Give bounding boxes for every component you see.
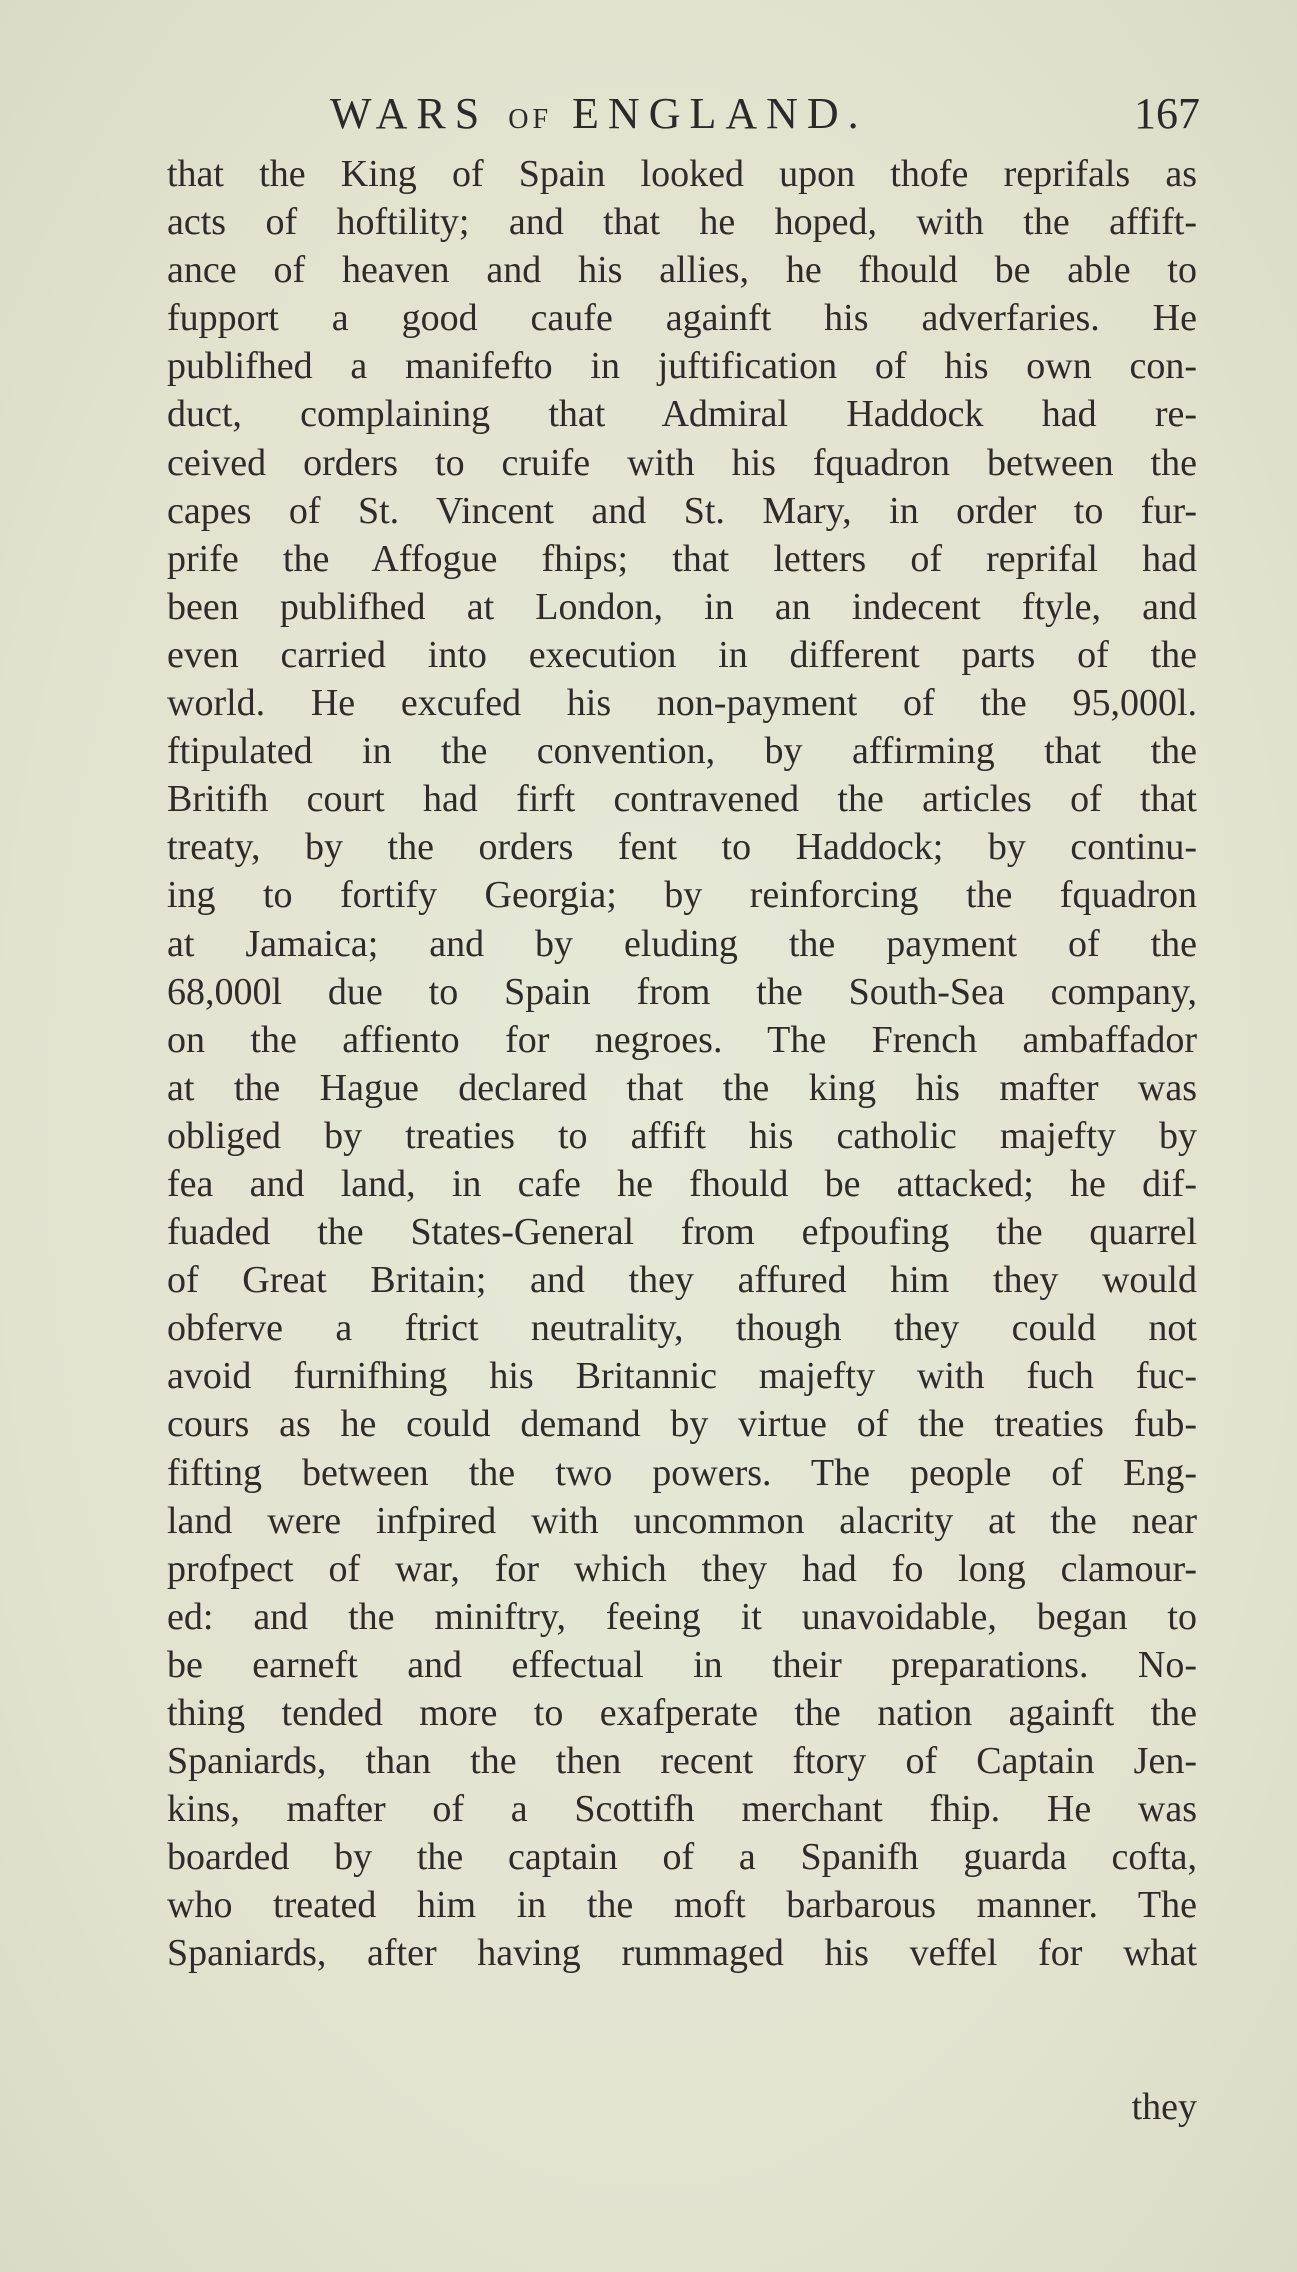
text-line: Spaniards, after having rummaged his veffel for what	[167, 1932, 1197, 1975]
text-line: cours as he could demand by virtue of the treaties fub-	[167, 1403, 1197, 1446]
page-number: 167	[1134, 89, 1200, 138]
text-line: avoid furnifhing his Britannic majefty with fuch fuc-	[167, 1355, 1197, 1398]
text-line: 68,000l due to Spain from the South-Sea company,	[167, 970, 1197, 1013]
running-head-of: OF	[508, 104, 553, 135]
text-line: fuaded the States-General from efpoufing the quarrel	[167, 1211, 1197, 1254]
text-line: land were infpired with uncommon alacrity at the near	[167, 1499, 1197, 1542]
body-text	[167, 150, 1197, 1978]
text-line: on the affiento for negroes. The French ambaffador	[167, 1018, 1197, 1061]
text-line: duct, complaining that Admiral Haddock had re-	[167, 393, 1197, 436]
text-line: fea and land, in cafe he fhould be attacked; he dif-	[167, 1162, 1197, 1205]
text-line: be earneft and effectual in their preparations. No-	[167, 1643, 1197, 1686]
text-line: who treated him in the moft barbarous manner. The	[167, 1884, 1197, 1927]
text-line: at Jamaica; and by eluding the payment of the	[167, 922, 1197, 965]
text-line: ftipulated in the convention, by affirming that the	[167, 730, 1197, 773]
text-line: Britifh court had firft contravened the articles of that	[167, 778, 1197, 821]
text-line: capes of St. Vincent and St. Mary, in order to fur-	[167, 489, 1197, 532]
text-line: publifhed a manifefto in juftification of his own con-	[167, 345, 1197, 388]
text-line: fupport a good caufe againft his adverfaries. He	[167, 297, 1197, 340]
text-line: profpect of war, for which they had fo long clamour-	[167, 1547, 1197, 1590]
text-line: ceived orders to cruife with his fquadron between the	[167, 441, 1197, 484]
running-head-wars: WARS	[330, 89, 489, 138]
text-line: treaty, by the orders fent to Haddock; by continu-	[167, 826, 1197, 869]
text-line: thing tended more to exafperate the nation againft the	[167, 1692, 1197, 1734]
page-header	[330, 88, 1200, 148]
text-line: Spaniards, than the then recent ftory of Captain Jen-	[167, 1740, 1197, 1783]
text-line: of Great Britain; and they affured him they would	[167, 1259, 1197, 1302]
text-line: kins, mafter of a Scottifh merchant fhip. He was	[167, 1788, 1197, 1831]
text-line: world. He excufed his non-payment of the 95,000l.	[167, 682, 1197, 725]
text-line: even carried into execution in different parts of the	[167, 633, 1197, 676]
text-line: at the Hague declared that the king his mafter was	[167, 1066, 1197, 1109]
text-line: acts of hoftility; and that he hoped, with the affift-	[167, 201, 1197, 244]
running-head-england: ENGLAND.	[572, 89, 868, 138]
text-line: been publifhed at London, in an indecent ftyle, and	[167, 585, 1197, 628]
text-line: fifting between the two powers. The people of Eng-	[167, 1451, 1197, 1494]
text-line: ing to fortify Georgia; by reinforcing the fquadron	[167, 874, 1197, 917]
text-line: ed: and the miniftry, feeing it unavoidable, began to	[167, 1595, 1197, 1638]
running-head	[330, 88, 868, 139]
text-line: obferve a ftrict neutrality, though they could not	[167, 1307, 1197, 1350]
catchword: they	[1131, 2086, 1197, 2128]
text-line: ance of heaven and his allies, he fhould be able to	[167, 249, 1197, 292]
text-line: boarded by the captain of a Spanifh guarda cofta,	[167, 1836, 1197, 1879]
text-line: prife the Affogue fhips; that letters of reprifal had	[167, 537, 1197, 580]
text-line: that the King of Spain looked upon thofe reprifals as	[167, 153, 1197, 195]
text-line: obliged by treaties to affift his catholic majefty by	[167, 1114, 1197, 1157]
